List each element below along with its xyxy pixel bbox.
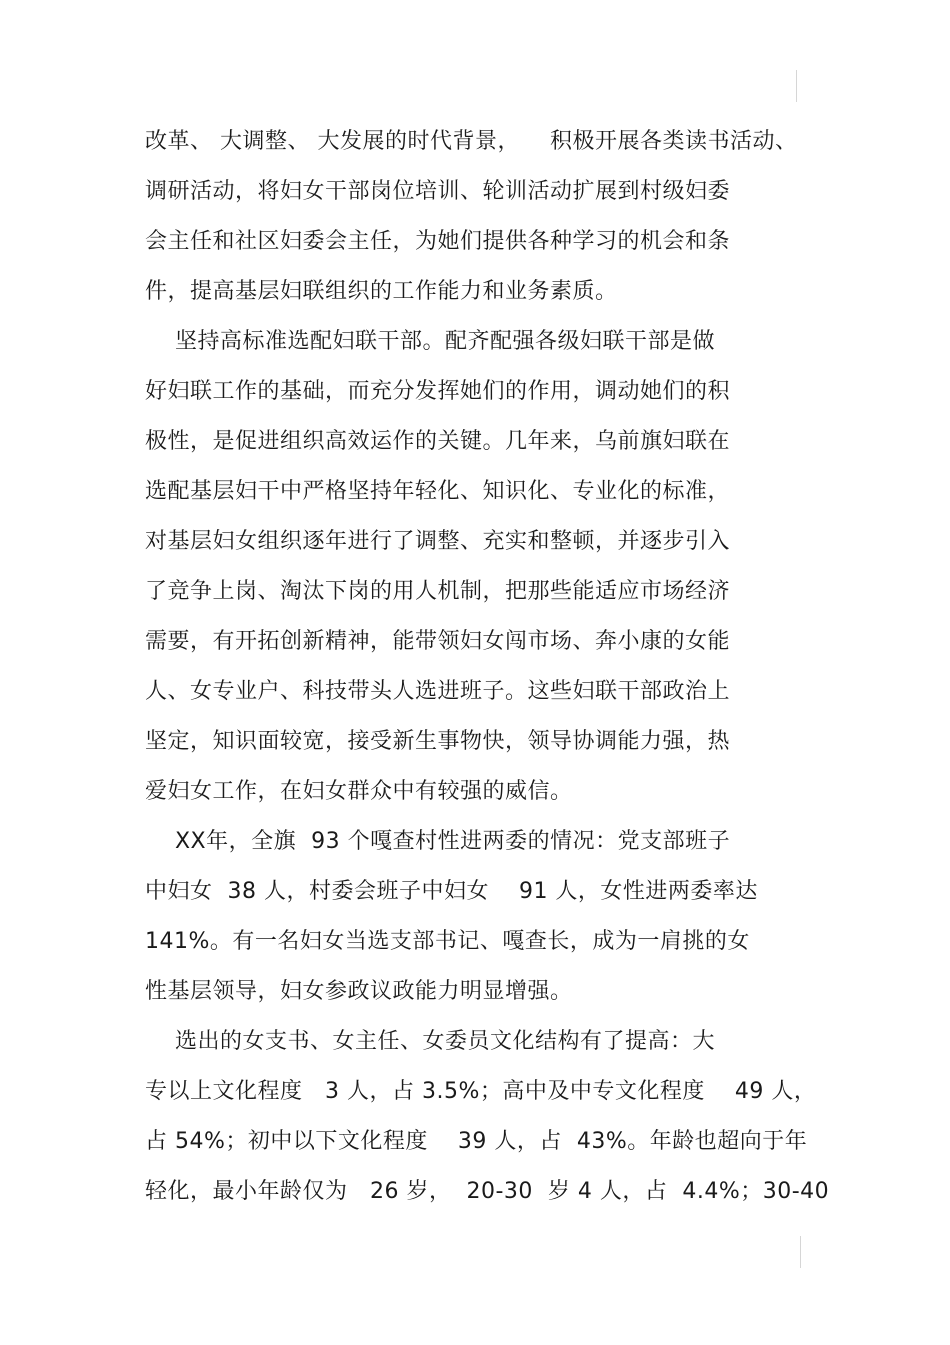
- text-line-15: XX年，全旗 93 个嘎查村性进两委的情况：党支部班子: [145, 829, 731, 854]
- page-edge-mark-top: [796, 70, 797, 102]
- text-line-13: 坚定，知识面较宽，接受新生事物快，领导协调能力强，热: [145, 729, 731, 754]
- text-line-3: 会主任和社区妇委会主任，为她们提供各种学习的机会和条: [145, 229, 731, 254]
- text-line-6: 好妇联工作的基础，而充分发挥她们的作用，调动她们的积: [145, 379, 731, 404]
- text-line-4: 件，提高基层妇联组织的工作能力和业务素质。: [145, 279, 618, 304]
- text-line-9: 对基层妇女组织逐年进行了调整、充实和整顿，并逐步引入: [145, 529, 731, 554]
- text-line-2: 调研活动，将妇女干部岗位培训、轮训活动扩展到村级妇委: [145, 179, 731, 204]
- text-line-19: 选出的女支书、女主任、女委员文化结构有了提高：大: [145, 1029, 715, 1054]
- text-line-21: 占 54%；初中以下文化程度 39 人，占 43%。年龄也超向于年: [145, 1129, 808, 1154]
- text-line-5: 坚持高标准选配妇联干部。配齐配强各级妇联干部是做: [145, 329, 715, 354]
- text-line-7: 极性，是促进组织高效运作的关键。几年来，乌前旗妇联在: [145, 429, 731, 454]
- text-line-11: 需要，有开拓创新精神，能带领妇女闯市场、奔小康的女能: [145, 629, 731, 654]
- text-line-14: 爱妇女工作，在妇女群众中有较强的威信。: [145, 779, 573, 804]
- text-line-16: 中妇女 38 人，村委会班子中妇女 91 人，女性进两委率达: [145, 879, 758, 904]
- text-line-22: 轻化，最小年龄仅为 26 岁， 20-30 岁 4 人，占 4.4%；30-40: [145, 1179, 830, 1204]
- text-line-12: 人、女专业户、科技带头人选进班子。这些妇联干部政治上: [145, 679, 731, 704]
- text-line-17: 141%。有一名妇女当选支部书记、嘎查长，成为一肩挑的女: [145, 929, 750, 954]
- text-line-20: 专以上文化程度 3 人，占 3.5%；高中及中专文化程度 49 人，: [145, 1079, 817, 1104]
- text-line-1: 改革、 大调整、 大发展的时代背景， 积极开展各类读书活动、: [145, 129, 798, 154]
- text-line-18: 性基层领导，妇女参政议政能力明显增强。: [145, 979, 573, 1004]
- text-line-10: 了竞争上岗、淘汰下岗的用人机制，把那些能适应市场经济: [145, 579, 731, 604]
- text-line-8: 选配基层妇干中严格坚持年轻化、知识化、专业化的标准，: [145, 479, 731, 504]
- page-edge-mark-bottom: [800, 1236, 801, 1268]
